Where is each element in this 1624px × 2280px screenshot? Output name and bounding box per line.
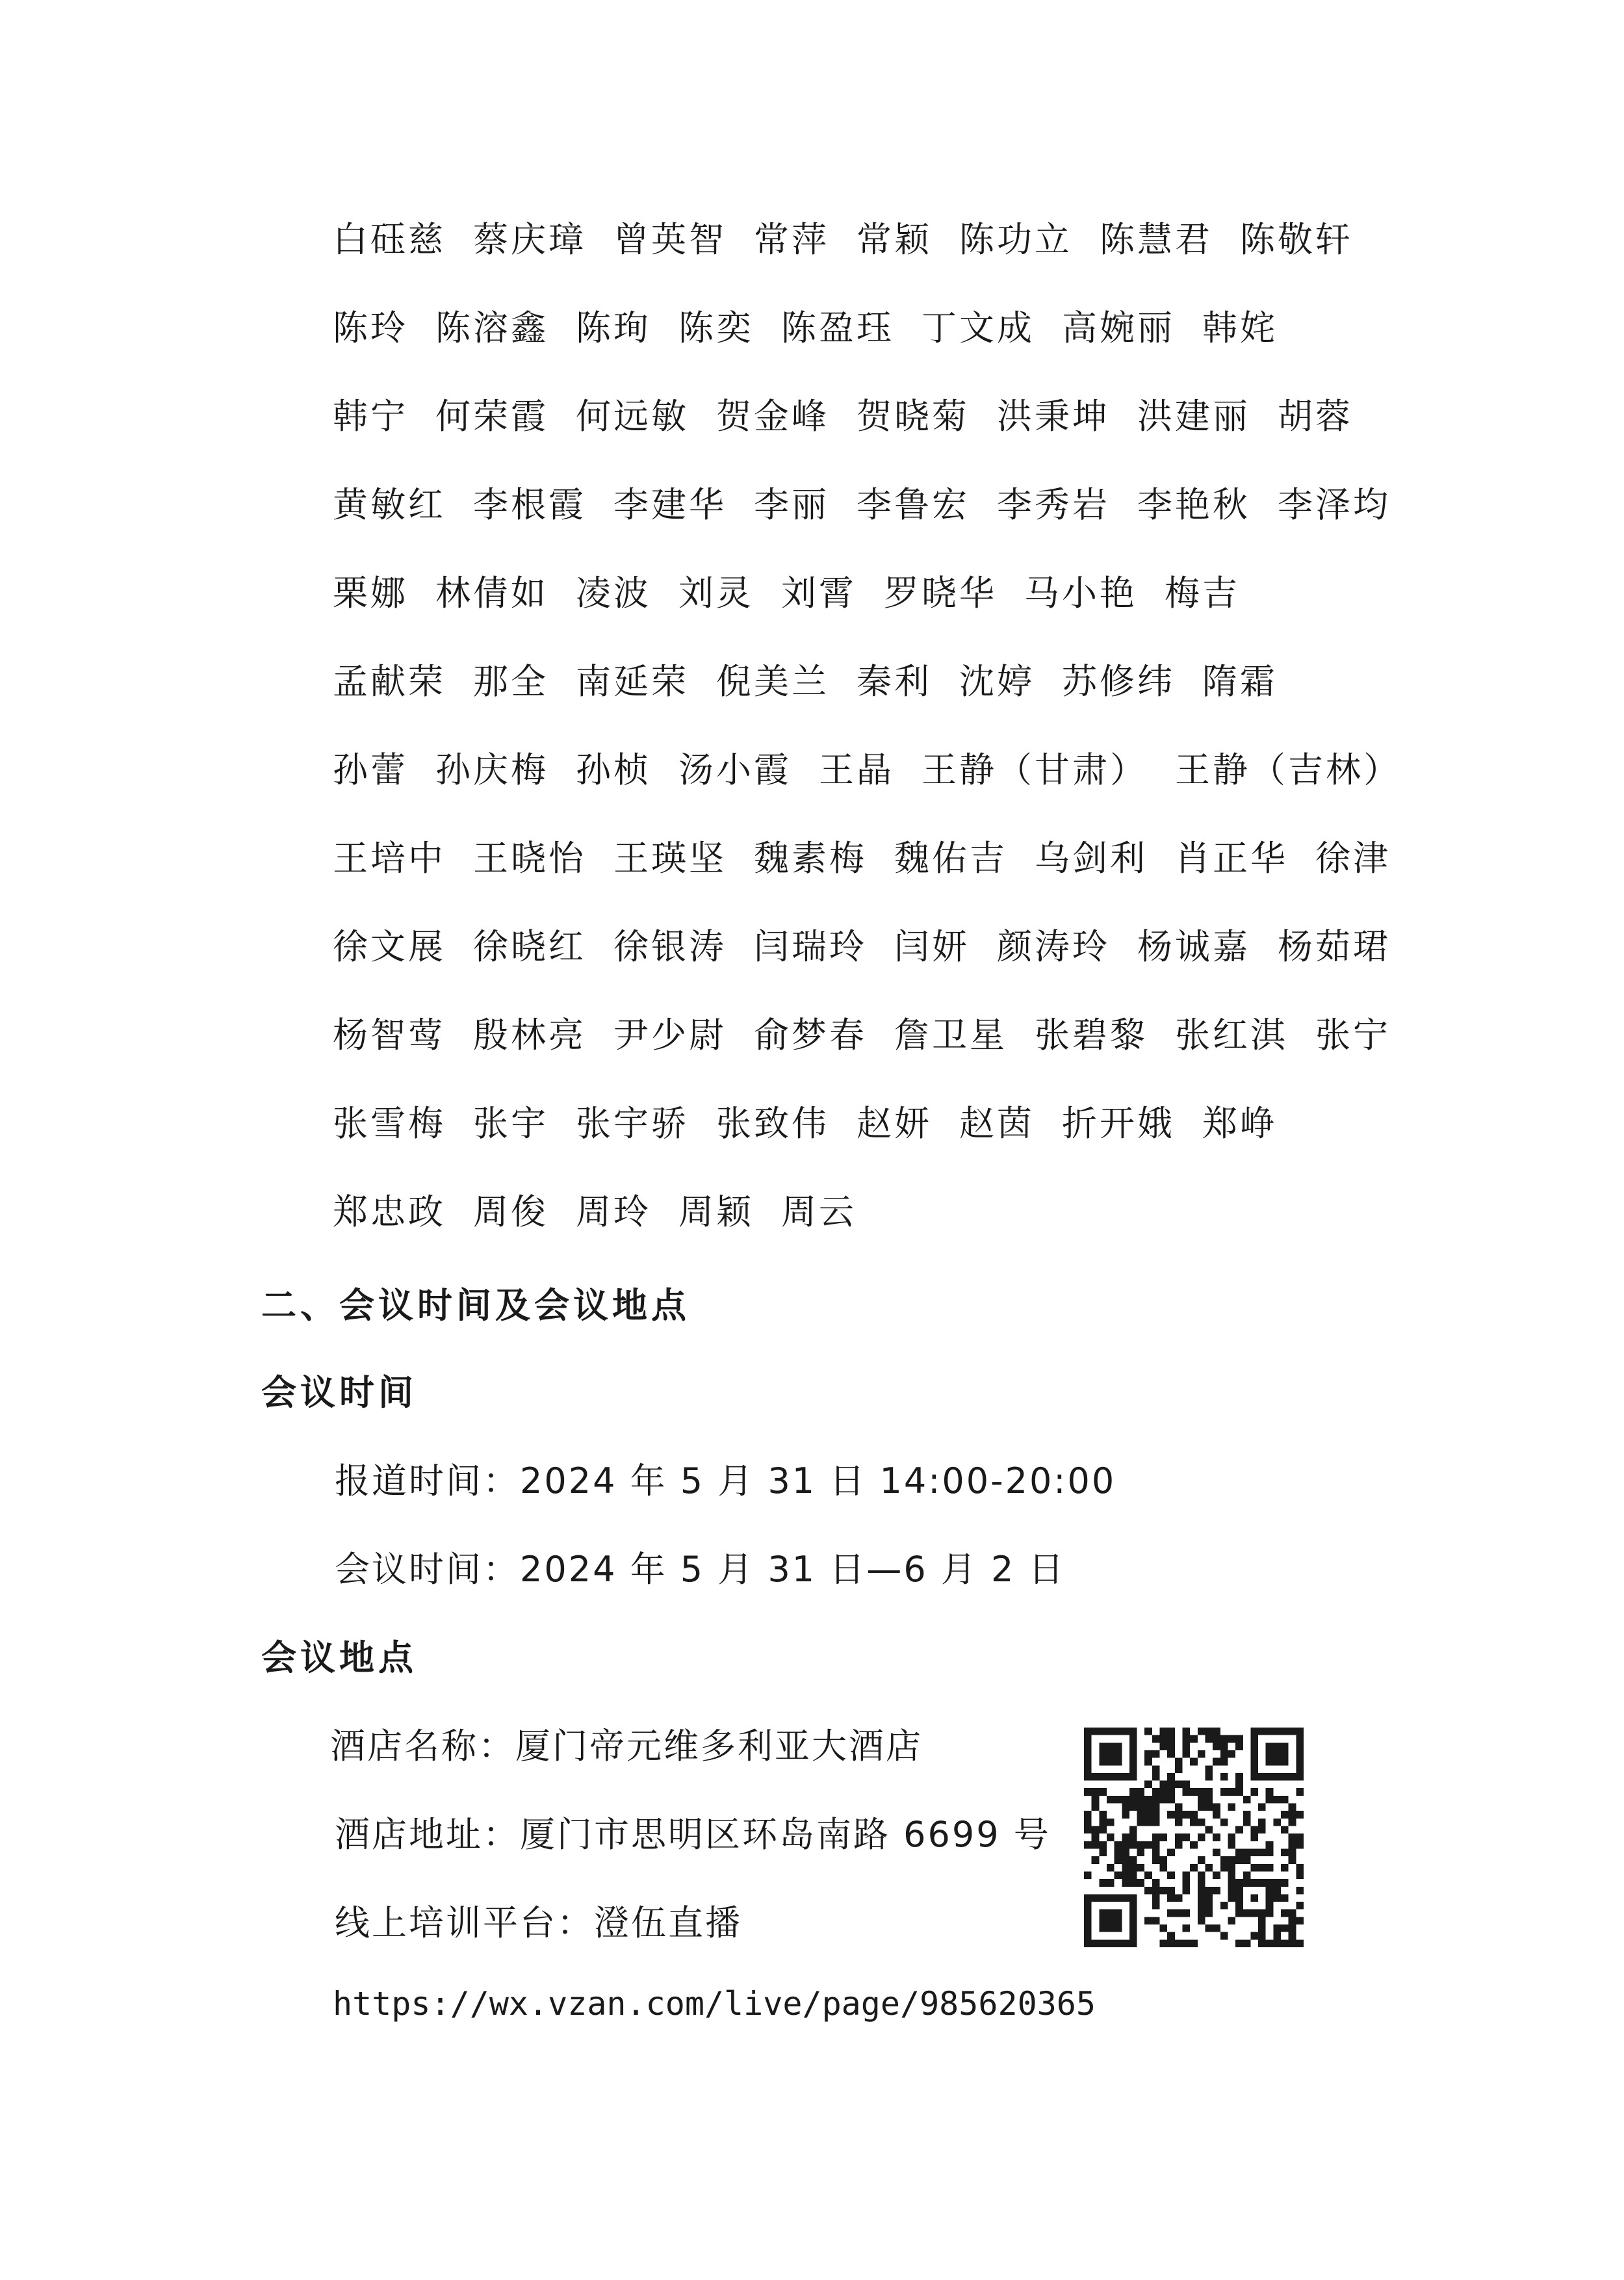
attendee-name: 高婉丽 <box>1062 307 1175 348</box>
attendee-name: 徐银涛 <box>613 926 727 967</box>
attendee-name: 王瑛坚 <box>613 838 727 879</box>
attendee-name: 张宁 <box>1315 1015 1391 1056</box>
attendee-name: 郑忠政 <box>333 1191 446 1232</box>
attendee-name: 陈奕 <box>678 307 754 348</box>
qr-code-icon <box>1084 1728 1304 1947</box>
name-row <box>333 560 1347 649</box>
attendee-name: 李建华 <box>613 484 727 525</box>
attendee-name: 胡蓉 <box>1278 396 1353 437</box>
meeting-time-heading: 会议时间 <box>261 1372 417 1413</box>
attendee-name: 李艳秋 <box>1137 484 1250 525</box>
attendee-name: 洪建丽 <box>1137 396 1250 437</box>
attendee-name: 陈珣 <box>576 307 651 348</box>
name-row <box>333 472 1391 560</box>
attendee-name: 尹少尉 <box>613 1015 727 1056</box>
name-row <box>333 295 1347 383</box>
attendee-name: 张致伟 <box>716 1103 829 1144</box>
attendee-name: 刘霄 <box>781 573 857 614</box>
attendee-name: 闫瑞玲 <box>754 926 867 967</box>
attendee-name: 汤小霞 <box>678 749 792 790</box>
attendee-name: 陈敬轩 <box>1240 219 1353 260</box>
attendee-name: 何远敏 <box>576 396 689 437</box>
attendee-name: 孟献荣 <box>333 661 446 702</box>
attendee-name: 颜涛玲 <box>997 926 1110 967</box>
attendee-name: 洪秉坤 <box>997 396 1110 437</box>
attendee-name: 周颖 <box>678 1191 754 1232</box>
attendee-name: 曾英智 <box>613 219 727 260</box>
attendee-name: 魏佑吉 <box>894 838 1007 879</box>
attendee-name: 杨诚嘉 <box>1137 926 1250 967</box>
name-row <box>333 1091 1347 1179</box>
attendee-name: 孙桢 <box>576 749 651 790</box>
attendee-name: 苏修纬 <box>1062 661 1175 702</box>
attendee-name: 李丽 <box>754 484 829 525</box>
attendee-name: 周俊 <box>473 1191 548 1232</box>
meeting-dates: 会议时间：2024 年 5 月 31 日—6 月 2 日 <box>335 1549 1066 1590</box>
attendee-name: 折开娥 <box>1062 1103 1175 1144</box>
attendee-name: 王晶 <box>819 749 894 790</box>
name-row <box>333 737 1401 825</box>
attendee-name: 殷林亮 <box>473 1015 586 1056</box>
attendee-name: 张宇 <box>473 1103 548 1144</box>
attendee-name: 马小艳 <box>1024 573 1137 614</box>
attendee-name: 贺晓菊 <box>857 396 970 437</box>
attendee-name: 徐晓红 <box>473 926 586 967</box>
attendee-name: 张碧黎 <box>1035 1015 1148 1056</box>
attendee-name: 周玲 <box>576 1191 651 1232</box>
attendee-name: 贺金峰 <box>716 396 829 437</box>
attendee-name: 陈玲 <box>333 307 408 348</box>
attendee-name: 张红淇 <box>1175 1015 1288 1056</box>
attendee-name: 林倩如 <box>435 573 548 614</box>
attendee-name: 秦利 <box>857 661 932 702</box>
attendee-name: 闫妍 <box>894 926 970 967</box>
attendee-name: 杨智莺 <box>333 1015 446 1056</box>
registration-time: 报道时间：2024 年 5 月 31 日 14:00-20:00 <box>335 1460 1116 1501</box>
attendee-name: 李秀岩 <box>997 484 1110 525</box>
attendee-name: 詹卫星 <box>894 1015 1007 1056</box>
name-row <box>333 1002 1391 1091</box>
attendee-name: 韩姹 <box>1202 307 1278 348</box>
name-row <box>333 649 1347 737</box>
name-row <box>333 825 1391 914</box>
name-row <box>333 383 1353 472</box>
attendee-name: 王培中 <box>333 838 446 879</box>
attendee-name: 陈盈珏 <box>781 307 894 348</box>
attendee-name: 刘灵 <box>678 573 754 614</box>
name-row <box>333 207 1353 295</box>
attendee-name: 王静（吉林） <box>1175 749 1401 790</box>
attendee-name: 陈慧君 <box>1100 219 1213 260</box>
attendee-name: 何荣霞 <box>435 396 548 437</box>
attendee-name: 张宇骄 <box>576 1103 689 1144</box>
live-stream-url[interactable]: https://wx.vzan.com/live/page/985620365 <box>333 1985 1096 2023</box>
attendee-name: 罗晓华 <box>884 573 997 614</box>
section-heading-time-place: 二、会议时间及会议地点 <box>261 1285 690 1326</box>
attendee-name: 肖正华 <box>1175 838 1288 879</box>
attendee-name: 赵茵 <box>959 1103 1035 1144</box>
attendee-name: 乌剑利 <box>1035 838 1148 879</box>
attendee-name: 陈溶鑫 <box>435 307 548 348</box>
attendee-name: 王晓怡 <box>473 838 586 879</box>
attendee-name: 黄敏红 <box>333 484 446 525</box>
attendee-name: 蔡庆璋 <box>473 219 586 260</box>
attendee-name-list <box>333 207 1401 1267</box>
attendee-name: 梅吉 <box>1165 573 1240 614</box>
attendee-name: 俞梦春 <box>754 1015 867 1056</box>
meeting-place-heading: 会议地点 <box>261 1637 417 1678</box>
attendee-name: 隋霜 <box>1202 661 1278 702</box>
attendee-name: 常萍 <box>754 219 829 260</box>
attendee-name: 栗娜 <box>333 573 408 614</box>
attendee-name: 魏素梅 <box>754 838 867 879</box>
hotel-address: 酒店地址：厦门市思明区环岛南路 6699 号 <box>335 1814 1051 1855</box>
attendee-name: 赵妍 <box>857 1103 932 1144</box>
attendee-name: 那全 <box>473 661 548 702</box>
attendee-name: 徐津 <box>1315 838 1391 879</box>
attendee-name: 陈功立 <box>959 219 1072 260</box>
attendee-name: 李鲁宏 <box>857 484 970 525</box>
attendee-name: 凌波 <box>576 573 651 614</box>
attendee-name: 徐文展 <box>333 926 446 967</box>
attendee-name: 李泽均 <box>1278 484 1391 525</box>
attendee-name: 王静（甘肃） <box>922 749 1148 790</box>
attendee-name: 倪美兰 <box>716 661 829 702</box>
attendee-name: 周云 <box>781 1191 857 1232</box>
attendee-name: 沈婷 <box>959 661 1035 702</box>
attendee-name: 孙蕾 <box>333 749 408 790</box>
hotel-name: 酒店名称：厦门帝元维多利亚大酒店 <box>330 1726 923 1767</box>
attendee-name: 常颖 <box>857 219 932 260</box>
attendee-name: 郑峥 <box>1202 1103 1278 1144</box>
attendee-name: 张雪梅 <box>333 1103 446 1144</box>
attendee-name: 杨茹珺 <box>1278 926 1391 967</box>
name-row <box>333 914 1391 1002</box>
online-platform: 线上培训平台：澄伍直播 <box>335 1902 742 1943</box>
attendee-name: 孙庆梅 <box>435 749 548 790</box>
attendee-name: 南延荣 <box>576 661 689 702</box>
attendee-name: 丁文成 <box>922 307 1035 348</box>
name-row <box>333 1179 1347 1267</box>
attendee-name: 白砡慈 <box>333 219 446 260</box>
attendee-name: 李根霞 <box>473 484 586 525</box>
attendee-name: 韩宁 <box>333 396 408 437</box>
